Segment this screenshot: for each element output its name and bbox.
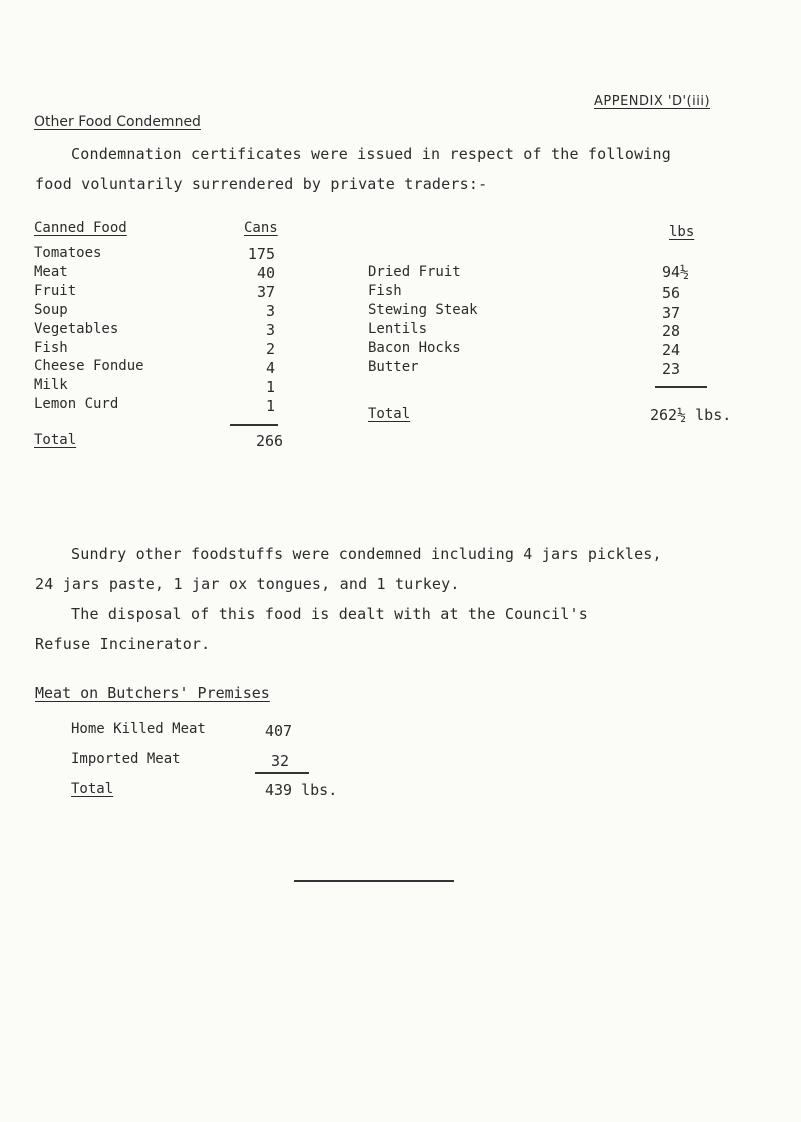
canned-qty: 40: [256, 264, 275, 282]
canned-item: Meat: [34, 264, 68, 280]
butchers-item: Home Killed Meat: [71, 721, 206, 737]
canned-item: Fish: [34, 340, 68, 356]
canned-item: Lemon Curd: [34, 396, 119, 412]
canned-qty: 2: [265, 340, 275, 358]
section-title: Other Food Condemned: [34, 114, 201, 130]
canned-item: Milk: [34, 377, 68, 393]
cans-unit-heading: Cans: [244, 220, 278, 236]
lbs-unit-heading: lbs: [669, 224, 695, 240]
canned-item: Cheese Fondue: [34, 358, 144, 374]
canned-qty: 1: [265, 378, 275, 396]
other-qty: 24: [662, 341, 681, 359]
butchers-item: Imported Meat: [71, 751, 181, 767]
butchers-qty: 32: [271, 752, 290, 770]
other-total-value: 262½ lbs.: [650, 406, 732, 424]
other-qty: 28: [662, 322, 681, 340]
canned-qty: 3: [265, 302, 275, 320]
other-qty: 37: [662, 304, 681, 322]
canned-qty: 175: [247, 245, 275, 263]
canned-heading: Canned Food: [34, 220, 127, 236]
appendix-label: APPENDIX 'D'(iii): [594, 94, 711, 109]
canned-qty: 4: [265, 359, 275, 377]
other-item: Bacon Hocks: [368, 340, 461, 356]
canned-item: Soup: [34, 302, 68, 318]
other-total-label: Total: [368, 406, 411, 422]
canned-qty: 1: [265, 397, 275, 415]
canned-item: Tomatoes: [34, 245, 102, 261]
other-total-rule: [655, 386, 707, 388]
sundry-line-3: The disposal of this food is dealt with at the Council's: [71, 605, 588, 623]
sundry-line-1: Sundry other foodstuffs were condemned including 4 jars pickles,: [71, 545, 662, 563]
other-qty: 56: [662, 284, 681, 302]
canned-qty: 37: [256, 283, 275, 301]
other-qty: 94½: [662, 263, 690, 281]
canned-total-label: Total: [34, 432, 77, 448]
other-item: Lentils: [368, 321, 428, 337]
butchers-total-label: Total: [71, 781, 114, 797]
other-item: Dried Fruit: [368, 264, 461, 280]
sundry-line-2: 24 jars paste, 1 jar ox tongues, and 1 turkey.: [35, 575, 460, 593]
intro-line-1: Condemnation certificates were issued in respect of the following: [71, 145, 671, 163]
sundry-line-4: Refuse Incinerator.: [35, 635, 211, 653]
canned-item: Fruit: [34, 283, 77, 299]
butchers-total-rule: [255, 772, 309, 774]
closing-rule: [294, 880, 454, 882]
canned-qty: 3: [265, 321, 275, 339]
butchers-heading: Meat on Butchers' Premises: [35, 684, 270, 702]
canned-total-value: 266: [256, 432, 284, 450]
canned-item: Vegetables: [34, 321, 119, 337]
other-item: Fish: [368, 283, 402, 299]
butchers-qty: 407: [265, 722, 293, 740]
other-qty: 23: [662, 360, 681, 378]
butchers-total-value: 439 lbs.: [265, 781, 338, 799]
canned-total-rule: [230, 424, 278, 426]
intro-line-2: food voluntarily surrendered by private traders:-: [35, 175, 488, 193]
other-item: Butter: [368, 359, 419, 375]
other-item: Stewing Steak: [368, 302, 478, 318]
